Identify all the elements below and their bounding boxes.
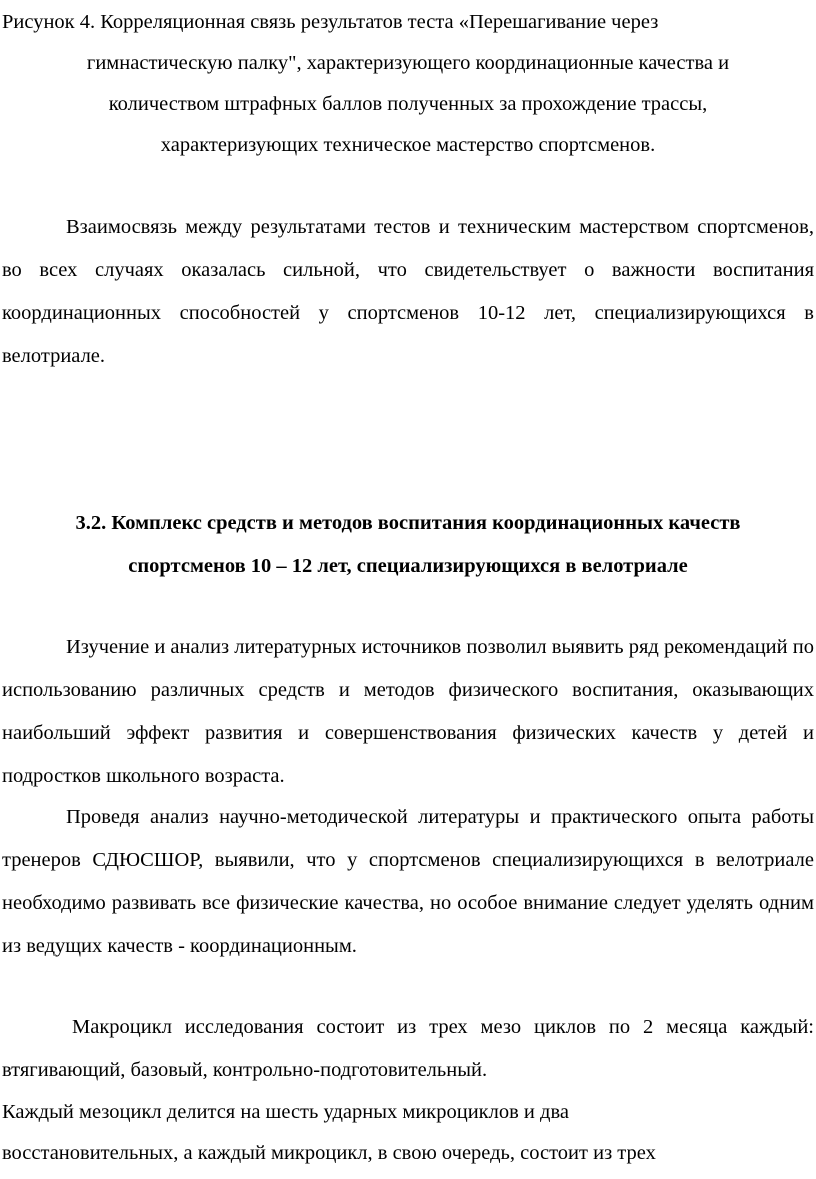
- paragraph-analysis: Проведя анализ научно-методической литературы и практического опыта работы тренеров СДЮСШОР, выявили, что у спортсменов специализирующихся в велотриале необходимо развивать все физические качества, но особое внимание следует уделять одним из ведущих качеств - координационным.: [2, 806, 814, 957]
- paragraph-conclusion: Взаимосвязь между результатами тестов и техническим мастерством спортсменов, во всех случаях оказалась сильной, что свидетельствует о важности воспитания координационных способностей у спортсменов 10-12 лет, специализирующихся в велотриале.: [2, 216, 814, 367]
- paragraph-mesocycle: [2, 1092, 814, 1174]
- section-heading-line-2: спортсменов 10 – 12 лет, специализирующихся в велотриале: [128, 555, 688, 577]
- figure-caption-line-3: количеством штрафных баллов полученных за прохождение трассы,: [108, 93, 708, 115]
- figure-caption-line-1: Рисунок 4. Корреляционная связь результатов теста «Перешагивание через: [2, 11, 659, 33]
- figure-caption-line-4: характеризующих техническое мастерство спортсменов.: [160, 134, 656, 156]
- paragraph-mesocycle-line-2: восстановительных, а каждый микроцикл, в свою очередь, состоит из трех: [2, 1142, 656, 1164]
- figure-caption-line-2: гимнастическую палку", характеризующего координационные качества и: [86, 52, 730, 74]
- figure-caption: [0, 2, 816, 166]
- paragraph-mesocycle-line-1: Каждый мезоцикл делится на шесть ударных микроциклов и два: [2, 1101, 569, 1123]
- section-heading: [0, 502, 816, 588]
- paragraph-literature: Изучение и анализ литературных источников позволил выявить ряд рекомендаций по использованию различных средств и методов физического воспитания, оказывающих наибольший эффект развития и совершенствования физических качеств у детей и подростков школьного возраста.: [2, 636, 814, 787]
- paragraph-macrocycle: Макроцикл исследования состоит из трех мезо циклов по 2 месяца каждый: втягивающий, базовый, контрольно-подготовительный.: [2, 1016, 814, 1081]
- section-heading-line-1: 3.2. Комплекс средств и методов воспитания координационных качеств: [75, 512, 741, 534]
